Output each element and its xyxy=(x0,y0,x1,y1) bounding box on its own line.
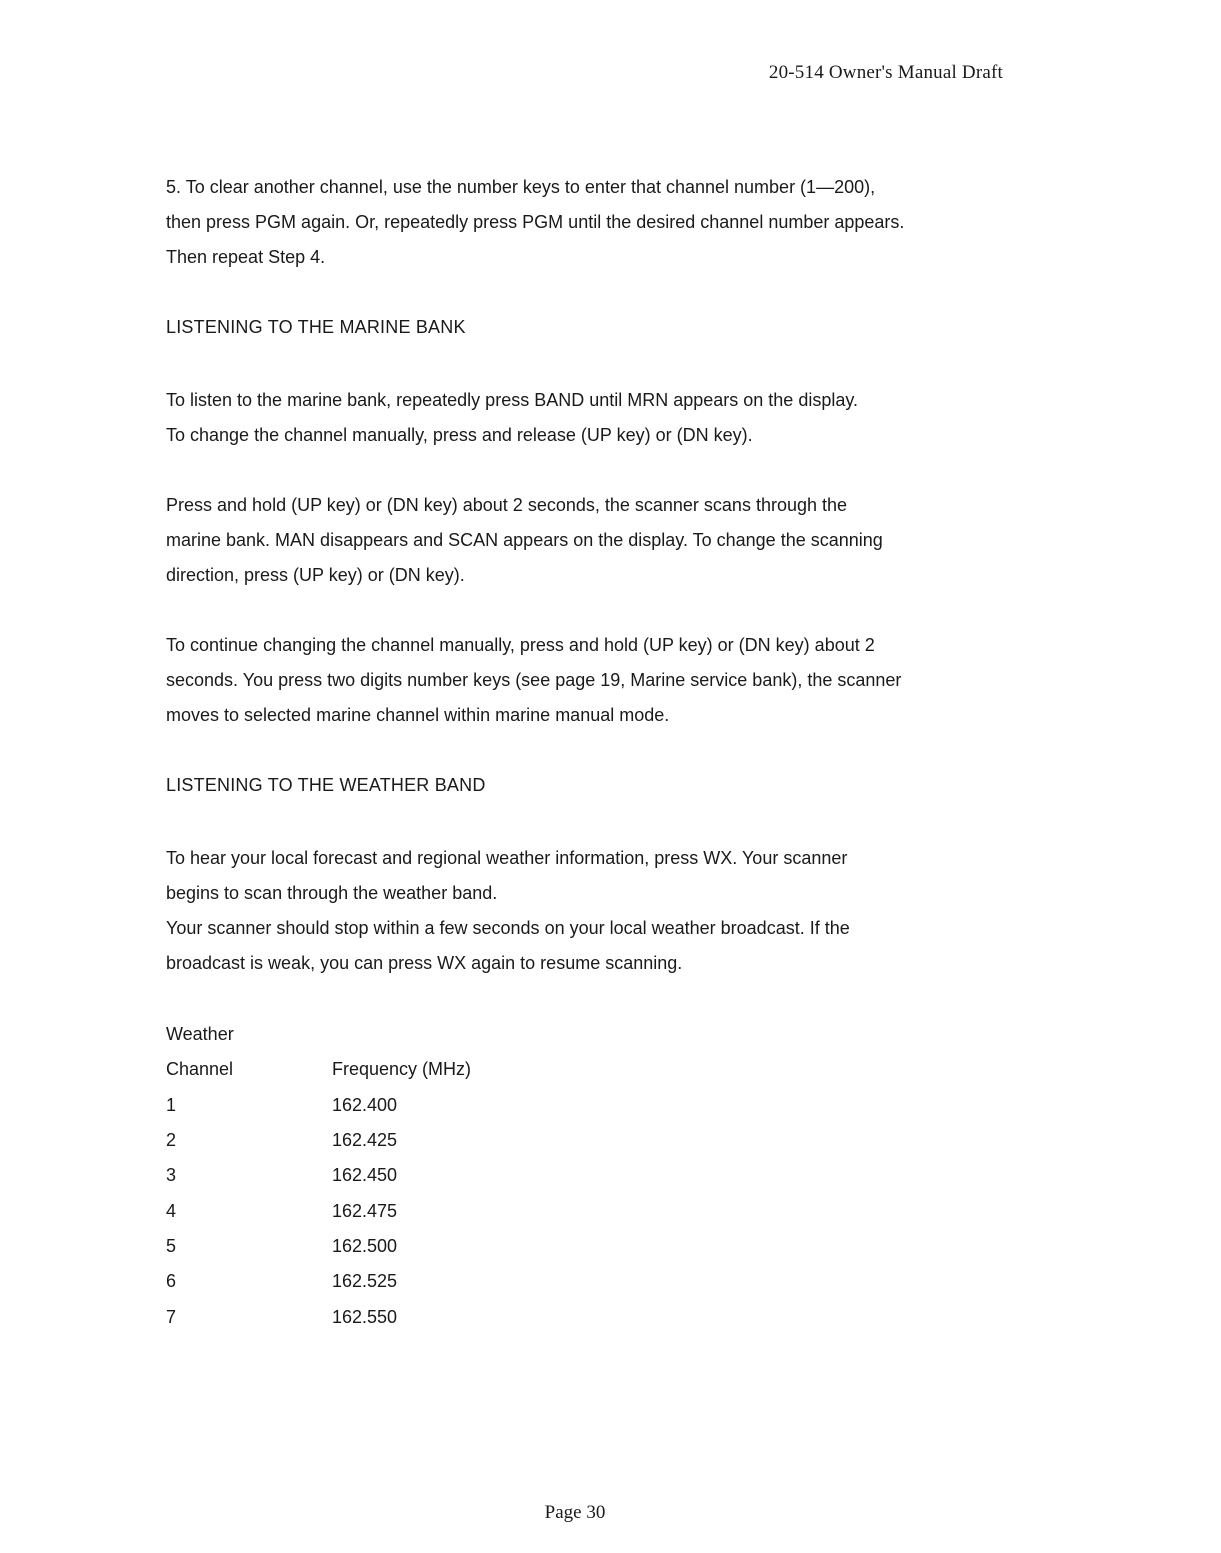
table-row xyxy=(166,1299,471,1334)
marine-paragraph-2 xyxy=(166,488,1000,593)
step-5-paragraph xyxy=(166,170,1000,275)
weather-band-heading: LISTENING TO THE WEATHER BAND xyxy=(166,775,486,795)
column-header-frequency: Frequency (MHz) xyxy=(332,1059,472,1080)
channel-cell: 1 xyxy=(166,1094,177,1115)
frequency-cell: 162.550 xyxy=(332,1306,398,1327)
text-line: To change the channel manually, press and release (UP key) or (DN key). xyxy=(166,425,753,445)
page-number: Page 30 xyxy=(544,1502,606,1523)
channel-cell: 6 xyxy=(166,1271,177,1292)
table-row xyxy=(166,1088,471,1123)
text-line: broadcast is weak, you can press WX again to resume scanning. xyxy=(166,953,683,973)
weather-channel-table xyxy=(166,1017,471,1335)
table-row xyxy=(166,1264,471,1299)
text-line: moves to selected marine channel within marine manual mode. xyxy=(166,705,670,725)
text-line: begins to scan through the weather band. xyxy=(166,883,498,903)
table-header-row xyxy=(166,1052,471,1087)
frequency-cell: 162.400 xyxy=(332,1094,398,1115)
table-row xyxy=(166,1193,471,1228)
channel-cell: 3 xyxy=(166,1165,177,1186)
table-caption: Weather xyxy=(166,1024,234,1045)
channel-cell: 4 xyxy=(166,1200,177,1221)
table-row xyxy=(166,1229,471,1264)
table-row xyxy=(166,1158,471,1193)
frequency-cell: 162.475 xyxy=(332,1200,398,1221)
frequency-cell: 162.425 xyxy=(332,1130,398,1151)
marine-paragraph-3 xyxy=(166,628,1000,733)
text-line: To listen to the marine bank, repeatedly press BAND until MRN appears on the display. xyxy=(166,390,859,410)
text-line: seconds. You press two digits number keys (see page 19, Marine service bank), the scanner xyxy=(166,670,902,690)
text-line: Press and hold (UP key) or (DN key) about 2 seconds, the scanner scans through the xyxy=(166,495,848,515)
weather-paragraph xyxy=(166,841,1000,981)
document-header: 20-514 Owner's Manual Draft xyxy=(768,62,1003,83)
table-row xyxy=(166,1123,471,1158)
column-header-channel: Channel xyxy=(166,1059,234,1080)
channel-cell: 5 xyxy=(166,1235,177,1256)
page-body xyxy=(166,170,1000,1335)
table-caption-row xyxy=(166,1017,471,1052)
text-line: marine bank. MAN disappears and SCAN appears on the display. To change the scanning xyxy=(166,530,883,550)
text-line: Your scanner should stop within a few seconds on your local weather broadcast. If the xyxy=(166,918,850,938)
channel-cell: 7 xyxy=(166,1306,177,1327)
frequency-cell: 162.450 xyxy=(332,1165,398,1186)
channel-cell: 2 xyxy=(166,1130,177,1151)
text-line: 5. To clear another channel, use the number keys to enter that channel number (1—200), xyxy=(166,177,876,197)
text-line: then press PGM again. Or, repeatedly press PGM until the desired channel number appears. xyxy=(166,212,905,232)
frequency-cell: 162.525 xyxy=(332,1271,398,1292)
marine-paragraph-1 xyxy=(166,383,1000,453)
text-line: To hear your local forecast and regional weather information, press WX. Your scanner xyxy=(166,848,848,868)
text-line: Then repeat Step 4. xyxy=(166,247,326,267)
marine-bank-heading: LISTENING TO THE MARINE BANK xyxy=(166,317,466,337)
text-line: To continue changing the channel manually, press and hold (UP key) or (DN key) about 2 xyxy=(166,635,875,655)
text-line: direction, press (UP key) or (DN key). xyxy=(166,565,465,585)
frequency-cell: 162.500 xyxy=(332,1235,398,1256)
